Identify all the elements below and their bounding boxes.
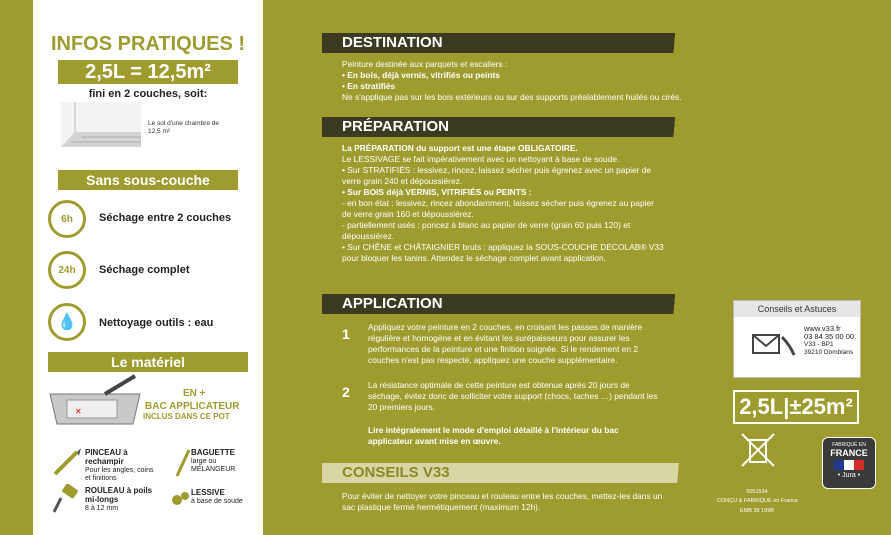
practical-info-panel [33,0,263,535]
svg-text:✕: ✕ [75,407,82,416]
tray-label-1: BAC APPLICATEUR [145,401,240,412]
conseils-header: CONSEILS V33 [322,463,692,483]
room-note: Le sol d'une chambre de 12,5 m² [148,120,219,135]
room-floor-icon [61,102,141,147]
destination-header: DESTINATION [322,33,692,53]
water-drop-icon: 💧 [48,303,86,341]
no-trash-recycling-icon [738,430,778,468]
conseils-text: Pour éviter de nettoyer votre pinceau et rouleau entre les couches, mettez-les dans un sac plastique fermé hermétiquement (maximum 12h). [342,491,663,512]
coverage-banner: 2,5L = 12,5m² [58,60,238,84]
contact-card [733,300,861,378]
full-drying: Séchage complet [99,264,190,276]
tool-brush: PINCEAU à rechampir Pour les angles, coins et finitions [85,448,154,482]
tray-applicator-icon [45,374,145,430]
application-header: APPLICATION [322,294,692,314]
detergent-icon [171,486,191,508]
tool-roller: ROULEAU à poils mi-longs 8 à 12 mm [85,486,153,512]
preparation-text: La PRÉPARATION du support est une étape OBLIGATOIRE. Le LESSIVAGE se fait impérativement avec un nettoyant à base de soude. • Sur STRATIFIÉS : lessivez, rincez, laissez sécher puis égrenez avec un papier de verre grain 240 et dépoussiérez. • Sur BOIS déjà VERNIS, VITRIFIÉS ou PEINTS : - en bon état : lessivez, rincez abondamment, laissez sécher puis égrenez au papier de verre grain 160 et dépoussiérez. - partiellement usés : poncez à blanc au papier de verre (grain 60 puis 120) et dépoussiérez. • Sur CHÊNE et CHÂTAIGNIER bruts : appliquez la SOUS-COUCHE DECOLAB® V33 pour bloquer les tanins. Attendez le séchage complet avant application. [342,143,664,263]
step-1-number: 1 [342,326,350,342]
made-in-france-line: CONÇU & FABRIQUÉ en France [717,498,798,504]
tool-detergent: LESSIVE à base de soude [191,488,243,505]
brush-icon [51,448,81,478]
mail-phone-icon [752,331,796,359]
preparation-header: PRÉPARATION [322,117,692,137]
made-in-france-badge: FABRIQUÉ EN FRANCE • Jura • [822,437,876,489]
tool-cleaning: Nettoyage outils : eau [99,317,214,329]
application-step-2: La résistance optimale de cette peinture est obtenue après 20 jours de séchage, évitez donc de solliciter votre support (chocs, taches …) pendant les 20 premiers jours. [368,380,658,412]
product-code: 5051534 [746,489,768,495]
step-2-number: 2 [342,384,350,400]
drying-between-coats: Séchage entre 2 couches [99,212,232,224]
application-note: Lire intégralement le mode d'emploi détaillé à l'intérieur du bac applicateur avant mise en œuvre. [368,425,619,446]
stick-icon [173,448,193,478]
no-undercoat-banner: Sans sous-couche [58,170,238,190]
coats-note: fini en 2 couches, soit: [88,88,208,100]
tray-plus: EN + [183,388,206,399]
roller-icon [51,484,81,514]
tray-label-2: INCLUS DANS CE POT [143,412,230,421]
emb-code: EMB 39 199B [740,508,774,514]
tool-stick: BAGUETTE large ou MÉLANGEUR [191,448,236,473]
clock-6h-icon: 6h [48,200,86,238]
contact-lines: www.v33.fr 03 84 35 00 00 V33 - BP1 39210 Domblans [804,324,855,356]
french-flag-icon [834,460,864,470]
contact-card-title: Conseils et Astuces [734,301,860,317]
application-step-1: Appliquez votre peinture en 2 couches, en croisant les passes de manière régulière et homogène et en évitant les surépaisseurs pour assurer les performances de la peinture et une finition soignée. Si le rendement en 2 couches n'est pas respecté, appliquez une couche supplémentaire. [368,322,643,365]
practical-info-title: INFOS PRATIQUES ! [50,33,246,55]
materials-header: Le matériel [48,352,248,372]
destination-text: Peinture destinée aux parquets et escaliers : • En bois, déjà vernis, vitrifiés ou peints • En stratifiés Ne s'applique pas sur les bois extérieurs ou sur des supports préalablement huilés ou cirés. [342,59,682,102]
coverage-box: 2,5L|±25m² [733,390,859,424]
clock-24h-icon: 24h [48,251,86,289]
